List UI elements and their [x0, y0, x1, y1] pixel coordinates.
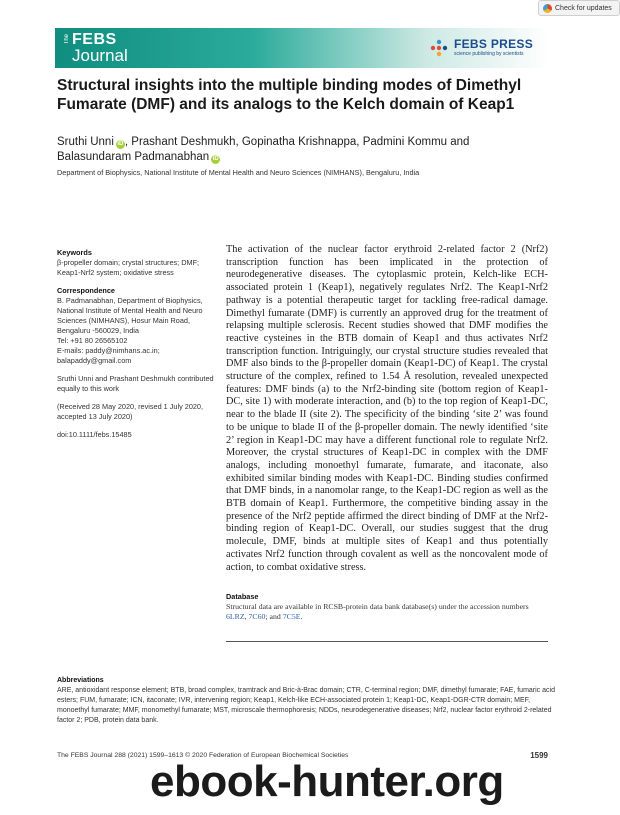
febs-press-logo	[430, 37, 540, 61]
footer-citation: The FEBS Journal 288 (2021) 1599–1613 © 2020 Federation of European Biochemical Societies	[57, 752, 349, 759]
press-name: FEBS PRESS	[454, 37, 534, 51]
abbreviations-section	[57, 676, 557, 726]
author-padmanabhan: Balasundaram Padmanabhan	[57, 151, 210, 163]
pdb-link-6lrz[interactable]: 6LRZ	[226, 612, 245, 621]
abstract-text: The activation of the nuclear factor erythroid 2-related factor 2 (Nrf2) transcription function has been implicated in the protection of neurodegenerative diseases. The cytoplasmic protein, Kelch-like ECH-associated protein 1 (Keap1), negatively regulates Nrf2. The Keap1-Nrf2 pathway is a potential therapeutic target for tackling free-radical damage. Dimethyl fumarate (DMF) is currently an approved drug for the treatment of relapsing multiple sclerosis. Recent studies showed that DMF modifies the reactive cysteines in the BTB domain of Keap1 and thus activates Nrf2 transcription function. Intriguingly, our crystal structure studies revealed that DMF also binds to the β-propeller domain (Keap1-DC) of Keap1. The crystal structure of the complex, refined to 1.54 Å resolution, revealed unexpected features: DMF binds (a) to the Nrf2-binding site (bottom region of Keap1-DC, site 1) with moderate interaction, and (b) to the top region of Keap1-DC, near to the blade II (site 2). The specificity of the binding ‘site 2’ was found to be unique to blade II of the β-propeller domain. The newly identified ‘site 2’ region in Keap1-DC may have a different functional role to regulate Nrf2. Moreover, the crystal structures of Keap1-DC in complex with the DMF analogs, including monoethyl fumarate, fumarate, and itaconate, also exhibited similar binding modes with Keap1-DC. Binding studies confirmed that DMF binds, in a nanomolar range, to the Keap1-DC region as well as the BTB domain of Keap1. Furthermore, the competitive binding assay in the presence of the Nrf2 peptide affirmed the direct binding of DMF at the Nrf2-binding region of Keap1-DC. Overall, our studies suggest that the drug molecule, DMF, binds at multiple sites of Keap1 and thus potentially activates Nrf2 function through covalent as well as the noncovalent mode of action, to combat oxidative stress.	[226, 244, 548, 573]
correspondence-email[interactable]: E-mails: paddy@nimhans.ac.in; balapaddy@gmail.com	[57, 346, 160, 365]
article-sidebar	[57, 248, 217, 448]
database-heading: Database	[226, 592, 259, 601]
keywords-heading: Keywords	[57, 248, 92, 257]
article-title: Structural insights into the multiple binding modes of Dimethyl Fumarate (DMF) and its analogs to the Kelch domain of Keap1	[57, 77, 522, 113]
keywords-text: β-propeller domain; crystal structures; DMF; Keap1-Nrf2 system; oxidative stress	[57, 258, 200, 277]
pdb-link-7c60[interactable]: 7C60	[248, 612, 266, 621]
section-divider	[226, 641, 548, 642]
correspondence-heading: Correspondence	[57, 286, 115, 295]
journal-banner: The FEBS Journal FEBS PRESS science publishing by scientists	[55, 28, 550, 68]
check-for-updates-button[interactable]	[538, 0, 620, 16]
correspondence-tel: Tel: +91 80 26565102	[57, 336, 128, 345]
abbreviations-text: ARE, antioxidant response element; BTB, broad complex, tramtrack and Bric-à-Brac domain; CTR, C-terminal region; DMF, dimethyl fumarate; FAE, fumaric acid esters; FUM, fumarate; ICN, itaconate; IVR, intervening region; Keap1, Kelch-like ECH-associated protein 1; Keap1-DC, Keap1-DGR-CTR domain; MEF, monoethyl fumarate; MMF, monomethyl fumarate; MST, microscale thermophoresis; NDDs, neurodegenerative diseases; Nrf2, nuclear factor erythroid 2-related factor 2; PDB, protein data bank.	[57, 687, 555, 724]
equal-contribution-note: Sruthi Unni and Prashant Deshmukh contributed equally to this work	[57, 374, 214, 393]
page-number: 1599	[530, 751, 548, 760]
authors-middle: , Prashant Deshmukh, Gopinatha Krishnappa, Padmini Kommu and	[124, 136, 470, 148]
press-tagline: science publishing by scientists	[454, 51, 524, 57]
author-list	[57, 135, 557, 165]
orcid-icon[interactable]: iD	[117, 141, 124, 147]
abbreviations-heading: Abbreviations	[57, 677, 104, 684]
author-unni: Sruthi Unni	[57, 136, 114, 148]
doi-link[interactable]: doi:10.1111/febs.15485	[57, 430, 132, 439]
database-text: Structural data are available in RCSB-protein data bank database(s) under the accession numbers 6LRZ, 7C60; and 7C5E.	[226, 602, 529, 621]
watermark-text: ebook-hunter.org	[150, 757, 504, 806]
affiliation: Department of Biophysics, National Institute of Mental Health and Neuro Sciences (NIMHANS), Bengaluru, India	[57, 168, 420, 177]
correspondence-address: B. Padmanabhan, Department of Biophysics, National Institute of Mental Health and Neuro Sciences (NIMHANS), Hosur Main Road, Bengaluru -560029, India	[57, 296, 203, 335]
pdb-link-7c5e[interactable]: 7C5E	[282, 612, 301, 621]
received-dates: (Received 28 May 2020, revised 1 July 2020, accepted 13 July 2020)	[57, 402, 204, 421]
orcid-icon[interactable]: iD	[212, 156, 219, 162]
check-updates-label: Check for updates	[555, 4, 612, 12]
crossmark-icon	[543, 4, 552, 13]
database-section	[226, 592, 548, 622]
febs-press-dots-icon	[430, 39, 448, 57]
